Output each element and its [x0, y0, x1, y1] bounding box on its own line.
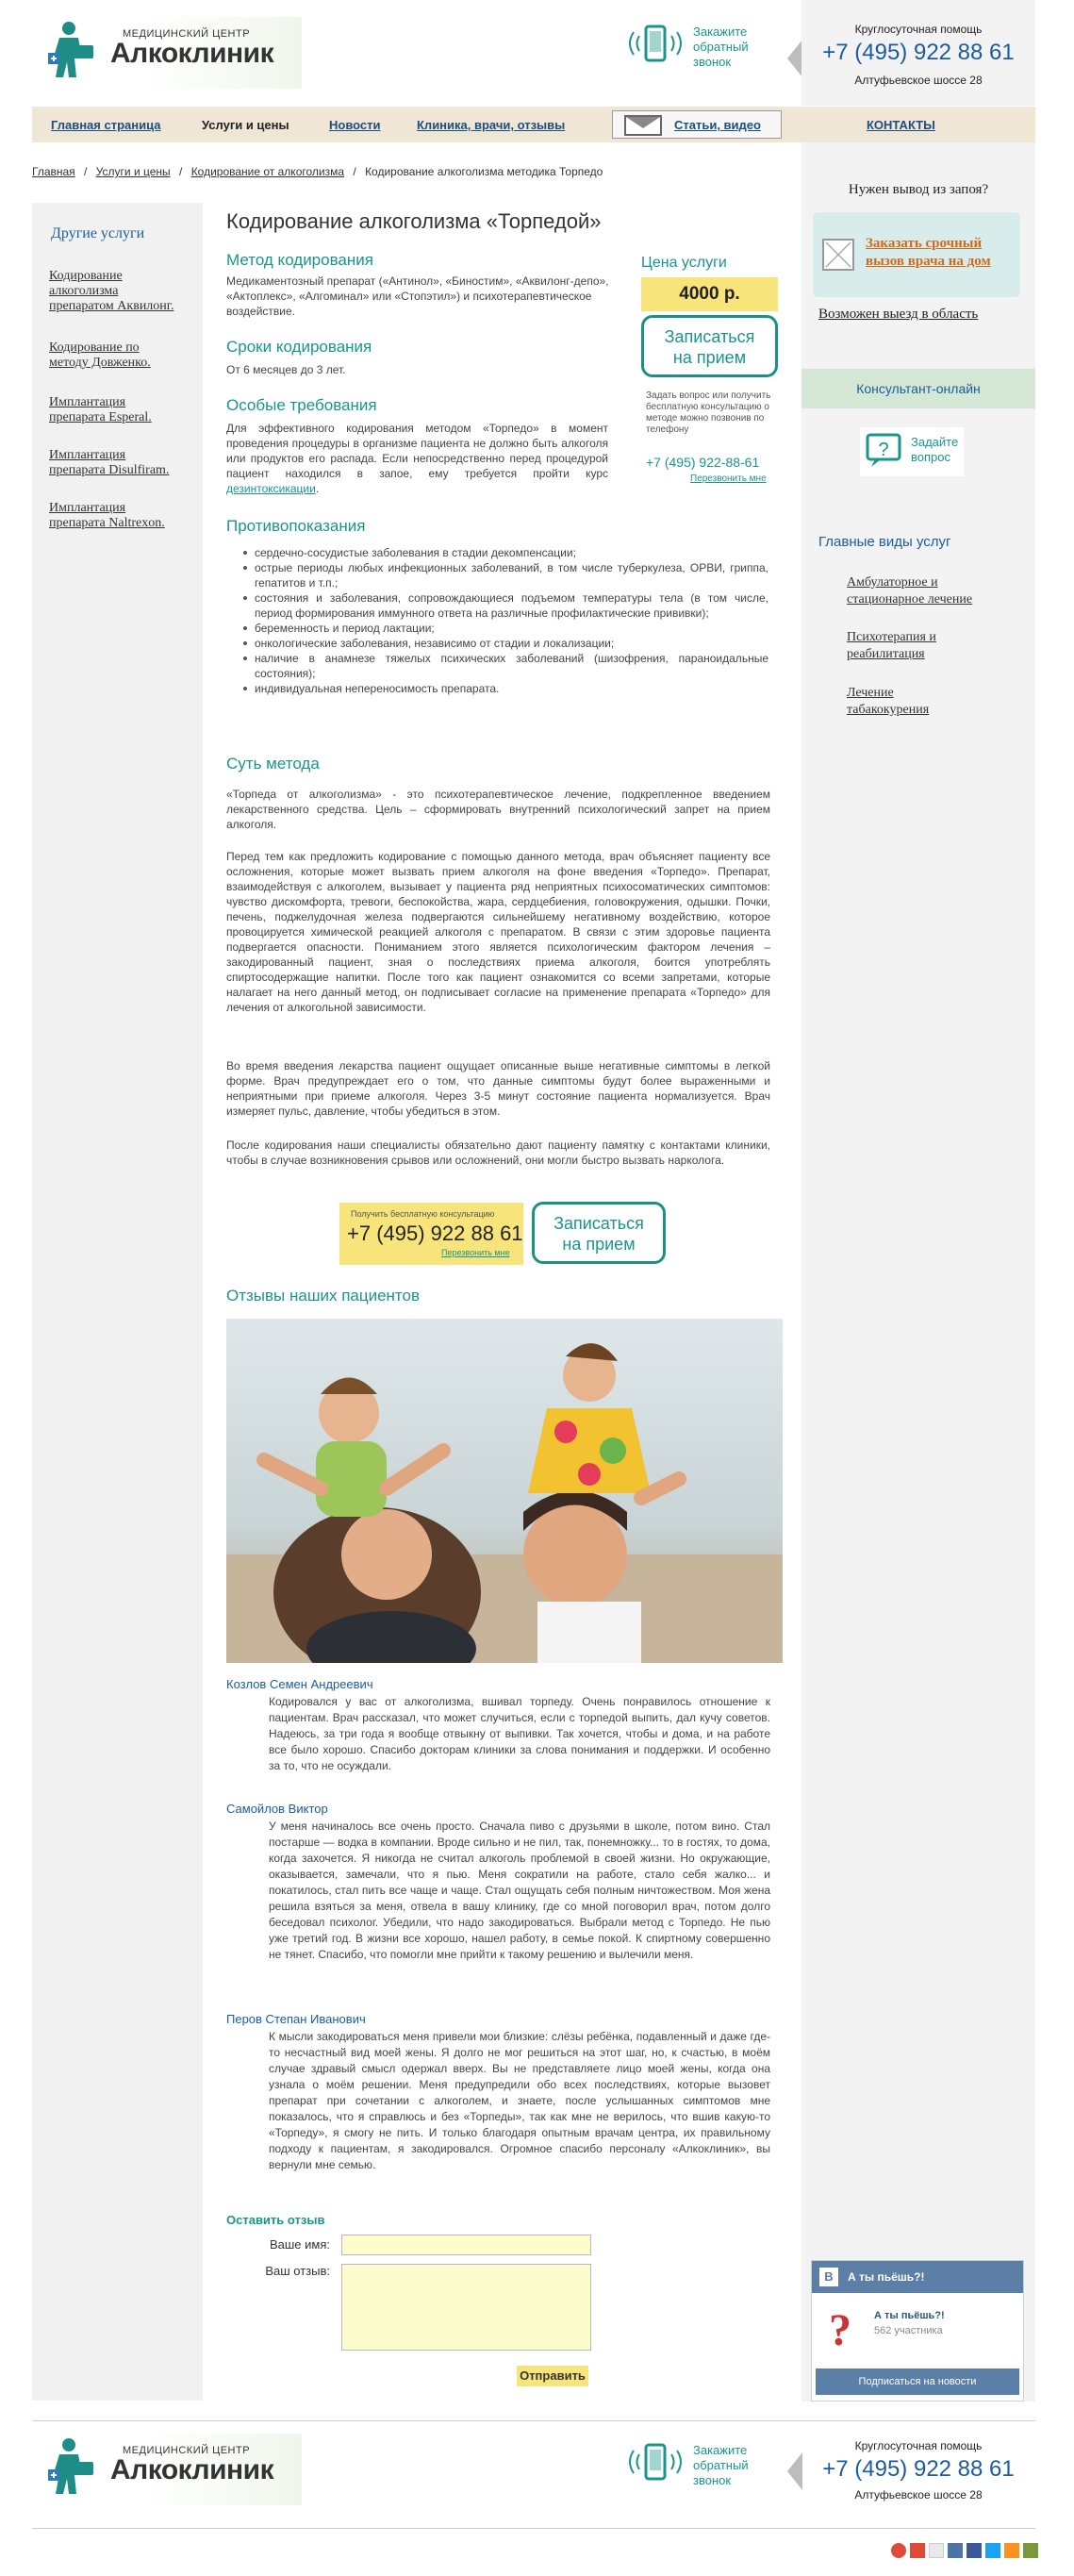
page-title: Кодирование алкоголизма «Торпедой»	[226, 209, 602, 233]
list-item: наличие в анамнезе тяжелых психических заболеваний (шизофрения, параноидальные состояния);	[255, 652, 768, 680]
left-sidebar	[32, 203, 203, 2401]
signup-button[interactable]: Записаться на прием	[641, 315, 778, 377]
urgent-call-box[interactable]	[813, 212, 1020, 297]
other-services-title: Другие услуги	[51, 225, 145, 241]
list-item: острые периоды любых инфекционных заболеваний, в том числе туберкулеза, ОРВИ, гриппа, гепатитов и т.п.;	[255, 561, 768, 590]
breadcrumb-current: Кодирование алкоголизма методика Торпедо	[365, 165, 603, 178]
price-phone[interactable]: +7 (495) 922-88-61	[646, 455, 760, 470]
logo[interactable]	[42, 17, 302, 89]
vk-subscribe-button[interactable]: Подписаться на новости	[816, 2368, 1019, 2395]
list-item: онкологические заболевания, независимо от стадии и локализации;	[255, 636, 768, 651]
name-input[interactable]	[341, 2235, 591, 2255]
review-text: У меня начиналось все очень просто. Сначала пиво с друзьями в школе, потом вино. Стал постарше — водка в компании. Вроде сильно и не пил, так, понемножку... то в гостях, то дома, когда захочется. Я никогда не считал алкоголь проблемой в своей жизни. Но окружающие, оказывается, замечали, что я пью. Меня сократили на работе, стало себя жалко... и покатилось, стал пить все чаще и чаще. Стал ощущать себя полным ничтожеством. Моя жена решила взяться за меня, отвела в вашу клинику, где со мной поговорил врач, потом долго беседовал психолог. Убедили, что надо закодироваться. Выбрали метод с Торпедо. Не пью уже третий год. В жизни все хорошо, нашел работу, в семье покой. К спиртному совершенно не тянет. Спасибо, что помогли мне прийти к такому решению и вылечили меня.	[269, 1820, 770, 1961]
footer-callback-widget[interactable]	[622, 2437, 792, 2494]
breadcrumb-home[interactable]: Главная	[32, 165, 75, 178]
review-label: Ваш отзыв:	[265, 2264, 330, 2278]
callback-widget[interactable]	[622, 19, 792, 75]
arrow-left-icon	[787, 2452, 802, 2490]
sidebar-item-akvilong[interactable]: Кодирование алкоголизма препаратом Аквилонг.	[49, 269, 174, 313]
phone-label: Круглосуточная помощь	[854, 2439, 983, 2452]
mail-icon[interactable]	[929, 2543, 944, 2558]
family-photo	[226, 1319, 783, 1663]
header-phone-box	[801, 0, 1035, 106]
nav-articles-video[interactable]: Статьи, видео	[612, 110, 782, 139]
price-value: 4000 р.	[641, 277, 778, 311]
sidebar-item-disulfiram[interactable]: Имплантация препарата Disulfiram.	[49, 448, 170, 477]
essence-paragraph-1: «Торпеда от алкоголизма» - это психотерапевтическое лечение, подкрепленное введением лекарственного средства. Цель – сформировать внутренний психологический запрет на прием алкоголя.	[226, 788, 770, 831]
review-text: К мысли закодироваться меня привели мои близкие: слёзы ребёнка, подавленный и даже где-то несчастный вид моей жены. Я долго не мог решиться на этот шаг, но, к счастью, в моём случае здравый смысл одержал вверх. Вы не представляете лицо моей жены, когда она узнала о моём решении. Меня предупредили обо всех последствиях, которые вызовет препарат при сочетании с алкоголем, и знаете, после услышанных симптомов мне показалось, что я справлюсь и без «Торпеды», так как мне не верилось, что вшив какую-то «Торпеду», я смогу не пить. И только благодаря опытным врачам центра, их правильному подходу к пациентам, я закодировался. Огромное спасибо персоналу «Алкоклиник», вы вернули мне семью.	[269, 2030, 770, 2171]
review-text: Кодировался у вас от алкоголизма, вшивал торпеду. Очень понравилось отношение к пациентам. Врач рассказал, что может случиться, если с торпедой выпить, дал кучу советов. Надеюсь, за три года я вообще отвыкну от выпивки. Так хочется, чтобы и дома, и на работе все было хорошо. Спасибо докторам клиники за слова понимания и поддержки. И особенно за то, что не осуждали.	[269, 1695, 770, 1772]
callback-link[interactable]: Закажите обратный звонок	[693, 25, 749, 69]
phone-call-icon	[627, 23, 684, 66]
question-text: Задать вопрос или получить бесплатную консультацию о методе можно позвонив по телефону	[646, 391, 771, 435]
service-link-psychotherapy[interactable]: Психотерапия и реабилитация	[847, 630, 936, 661]
ask-question-button[interactable]: ? Задайте вопрос	[860, 427, 964, 476]
nav-services[interactable]: Услуги и цены	[202, 118, 289, 132]
urgent-call-link[interactable]: Заказать срочный вызов врача на дом	[866, 236, 991, 269]
phone-number[interactable]: +7 (495) 922 88 61	[822, 40, 1015, 65]
essence-paragraph-3: Во время введения лекарства пациент ощущает описанные выше негативные симптомы в легкой форме. Врач предупреждает его о том, что данные симптомы будут более выраженными и неприятными при приеме алкоголя. Через 3-5 минут состояние пациента нормализуется. Врач измеряет пульс, давление, чтобы убедиться в этом.	[226, 1059, 770, 1118]
service-link-smoking[interactable]: Лечение табакокурения	[847, 686, 930, 717]
logo-subtitle: МЕДИЦИНСКИЙ ЦЕНТР	[123, 28, 251, 40]
yandex-icon[interactable]	[891, 2543, 906, 2558]
logo-name: Алкоклиник	[110, 38, 274, 69]
google-icon[interactable]	[910, 2543, 925, 2558]
cta-signup-button[interactable]: Записаться на прием	[532, 1202, 666, 1264]
sidebar-item-naltrexon[interactable]: Имплантация препарата Naltrexon.	[49, 501, 165, 530]
doctor-logo-icon	[46, 2437, 98, 2496]
vk-group-name[interactable]: А ты пьёшь?!	[874, 2310, 945, 2321]
vk-header: B А ты пьёшь?!	[812, 2261, 1023, 2293]
breadcrumb-separator: /	[84, 165, 88, 178]
essence-paragraph-2: Перед тем как предложить кодирование с помощью данного метода, врач объясняет пациенту все осложнения, которые может вызвать прием алкоголя на фоне введения «Торпедо». Препарат, взаимодействуя с алкоголем, вызывает у пациента ряд неприятных психосоматических симптомов: чувство дискомфорта, тревоги, беспокойства, жара, сердцебиения, головокружения, одышки. Почки, печень, поджелудочная железа подвергаются сильнейшему негативному воздействию, которое провоцируется химической реакцией алкоголя с препаратом. В связи с этим здоровье пациента подвергается опасности. Пониманием этого является психологическим фактором лечения – закодированный пациент, зная о последствиях приема алкоголя, боится употреблять спиртосодержащие напитки. После того как пациент ознакомится со всеми запретами, которые налагает на него данный метод, он подписывает согласие на применение препарата «Торпедо» для лечения от алкогольной зависимости.	[226, 850, 770, 1014]
services-title: Главные виды услуг	[818, 534, 951, 550]
nav-news[interactable]: Новости	[329, 118, 381, 132]
callback-link[interactable]: Закажите обратный звонок	[693, 2443, 749, 2487]
main-nav	[32, 107, 1035, 142]
list-item: состояния и заболевания, сопровождающиеся подъемом температуры тела (в том числе, период формирования иммунного ответа на различные профилактические прививки);	[255, 591, 768, 620]
breadcrumb-separator: /	[353, 165, 356, 178]
method-title: Метод кодирования	[226, 251, 373, 269]
contraindications-list	[255, 545, 768, 696]
service-link-treatment[interactable]: Амбулаторное и стационарное лечение	[847, 575, 973, 607]
consultation-phone[interactable]: +7 (495) 922 88 61	[347, 1222, 523, 1245]
logo-subtitle: МЕДИЦИНСКИЙ ЦЕНТР	[123, 2445, 251, 2456]
nav-home[interactable]: Главная страница	[51, 118, 161, 132]
price-box	[641, 255, 778, 484]
arrow-left-icon	[787, 40, 802, 77]
contraindications-title: Противопоказания	[226, 517, 366, 535]
nav-clinic[interactable]: Клиника, врачи, отзывы	[417, 118, 566, 132]
footer-logo[interactable]	[42, 2434, 302, 2505]
svg-text:?: ?	[878, 440, 889, 460]
right-sidebar	[801, 142, 1035, 2401]
phone-number[interactable]: +7 (495) 922 88 61	[822, 2456, 1015, 2482]
terms-text: От 6 месяцев до 3 лет.	[226, 363, 346, 376]
review-author: Самойлов Виктор	[226, 1802, 328, 1816]
terms-title: Сроки кодирования	[226, 338, 372, 356]
review-textarea[interactable]	[341, 2264, 591, 2351]
essence-title: Суть метода	[226, 755, 320, 773]
breadcrumb-separator: /	[179, 165, 183, 178]
doctor-logo-icon	[46, 21, 98, 79]
name-label: Ваше имя:	[269, 2237, 330, 2252]
consultation-label: Получить бесплатную консультацию	[351, 1209, 495, 1219]
odnoklassniki-icon[interactable]	[1004, 2543, 1019, 2558]
vk-logo-icon: B	[819, 2268, 838, 2286]
question-mark-icon: ?	[829, 2305, 851, 2355]
send-button[interactable]: Отправить	[517, 2366, 588, 2386]
breadcrumb	[32, 165, 603, 178]
envelope-icon	[624, 115, 662, 136]
livejournal-icon[interactable]	[1023, 2543, 1038, 2558]
phone-label: Круглосуточная помощь	[854, 23, 983, 36]
footer-divider	[32, 2420, 1035, 2421]
vk-icon[interactable]	[948, 2543, 963, 2558]
list-item: индивидуальная непереносимость препарата.	[255, 681, 768, 696]
phone-call-icon	[627, 2441, 684, 2485]
departure-link[interactable]: Возможен выезд в область	[818, 307, 979, 322]
recall-link[interactable]: Перезвонить мне	[690, 474, 767, 484]
review-form-title: Оставить отзыв	[226, 2213, 325, 2227]
requirements-title: Особые требования	[226, 396, 377, 414]
nav-contacts[interactable]: КОНТАКТЫ	[867, 118, 935, 132]
need-title: Нужен вывод из запоя?	[848, 182, 989, 197]
logo-name: Алкоклиник	[110, 2454, 274, 2485]
review-author: Перов Степан Иванович	[226, 2012, 366, 2026]
consultation-box	[339, 1203, 523, 1265]
requirements-text: Для эффективного кодирования методом «Торпедо» в момент проведения процедуры в организме пациента не должно быть алкоголя или продуктов его распада. Если непосредственно перед процедурой пациент находился в запое, ему требуется пройти курс дезинтоксикации.	[226, 422, 608, 495]
reviews-title: Отзывы наших пациентов	[226, 1287, 421, 1305]
address: Алтуфьевское шоссе 28	[854, 74, 983, 87]
list-item: беременность и период лактации;	[255, 621, 768, 636]
breadcrumb-coding[interactable]: Кодирование от алкоголизма	[190, 165, 345, 178]
method-text: Медикаментозный препарат («Антинол», «Биностим», «Аквилонг-депо», «Актоплекс», «Алгоминал» или «Стопэтил») и психотерапевтическое воздействие.	[226, 274, 609, 318]
consultant-header: Консультант-онлайн	[801, 369, 1035, 408]
facebook-icon[interactable]	[967, 2543, 982, 2558]
list-item: сердечно-сосудистые заболевания в стадии декомпенсации;	[255, 545, 768, 560]
vk-widget	[811, 2260, 1024, 2401]
essence-paragraph-4: После кодирования наши специалисты обязательно дают пациенту памятку с контактами клиники, чтобы в случае возникновения срывов или осложнений, они могли быстро вызвать нарколога.	[226, 1138, 770, 1167]
review-author: Козлов Семен Андреевич	[226, 1677, 373, 1691]
sidebar-item-esperal[interactable]: Имплантация препарата Esperal.	[49, 395, 152, 424]
sidebar-item-dovzhenko[interactable]: Кодирование по методу Довженко.	[49, 341, 151, 370]
image-placeholder-icon	[822, 239, 854, 271]
consultation-recall-link[interactable]: Перезвонить мне	[441, 1248, 510, 1257]
footer-divider	[32, 2528, 1035, 2529]
breadcrumb-services[interactable]: Услуги и цены	[95, 165, 171, 178]
vk-members: 562 участника	[874, 2325, 943, 2336]
detox-link[interactable]: дезинтоксикации	[226, 482, 316, 495]
footer-phone-box	[801, 2428, 1035, 2503]
price-title: Цена услуги	[641, 255, 727, 271]
twitter-icon[interactable]	[985, 2543, 1000, 2558]
address: Алтуфьевское шоссе 28	[854, 2488, 983, 2501]
question-bubble-icon	[866, 433, 903, 469]
